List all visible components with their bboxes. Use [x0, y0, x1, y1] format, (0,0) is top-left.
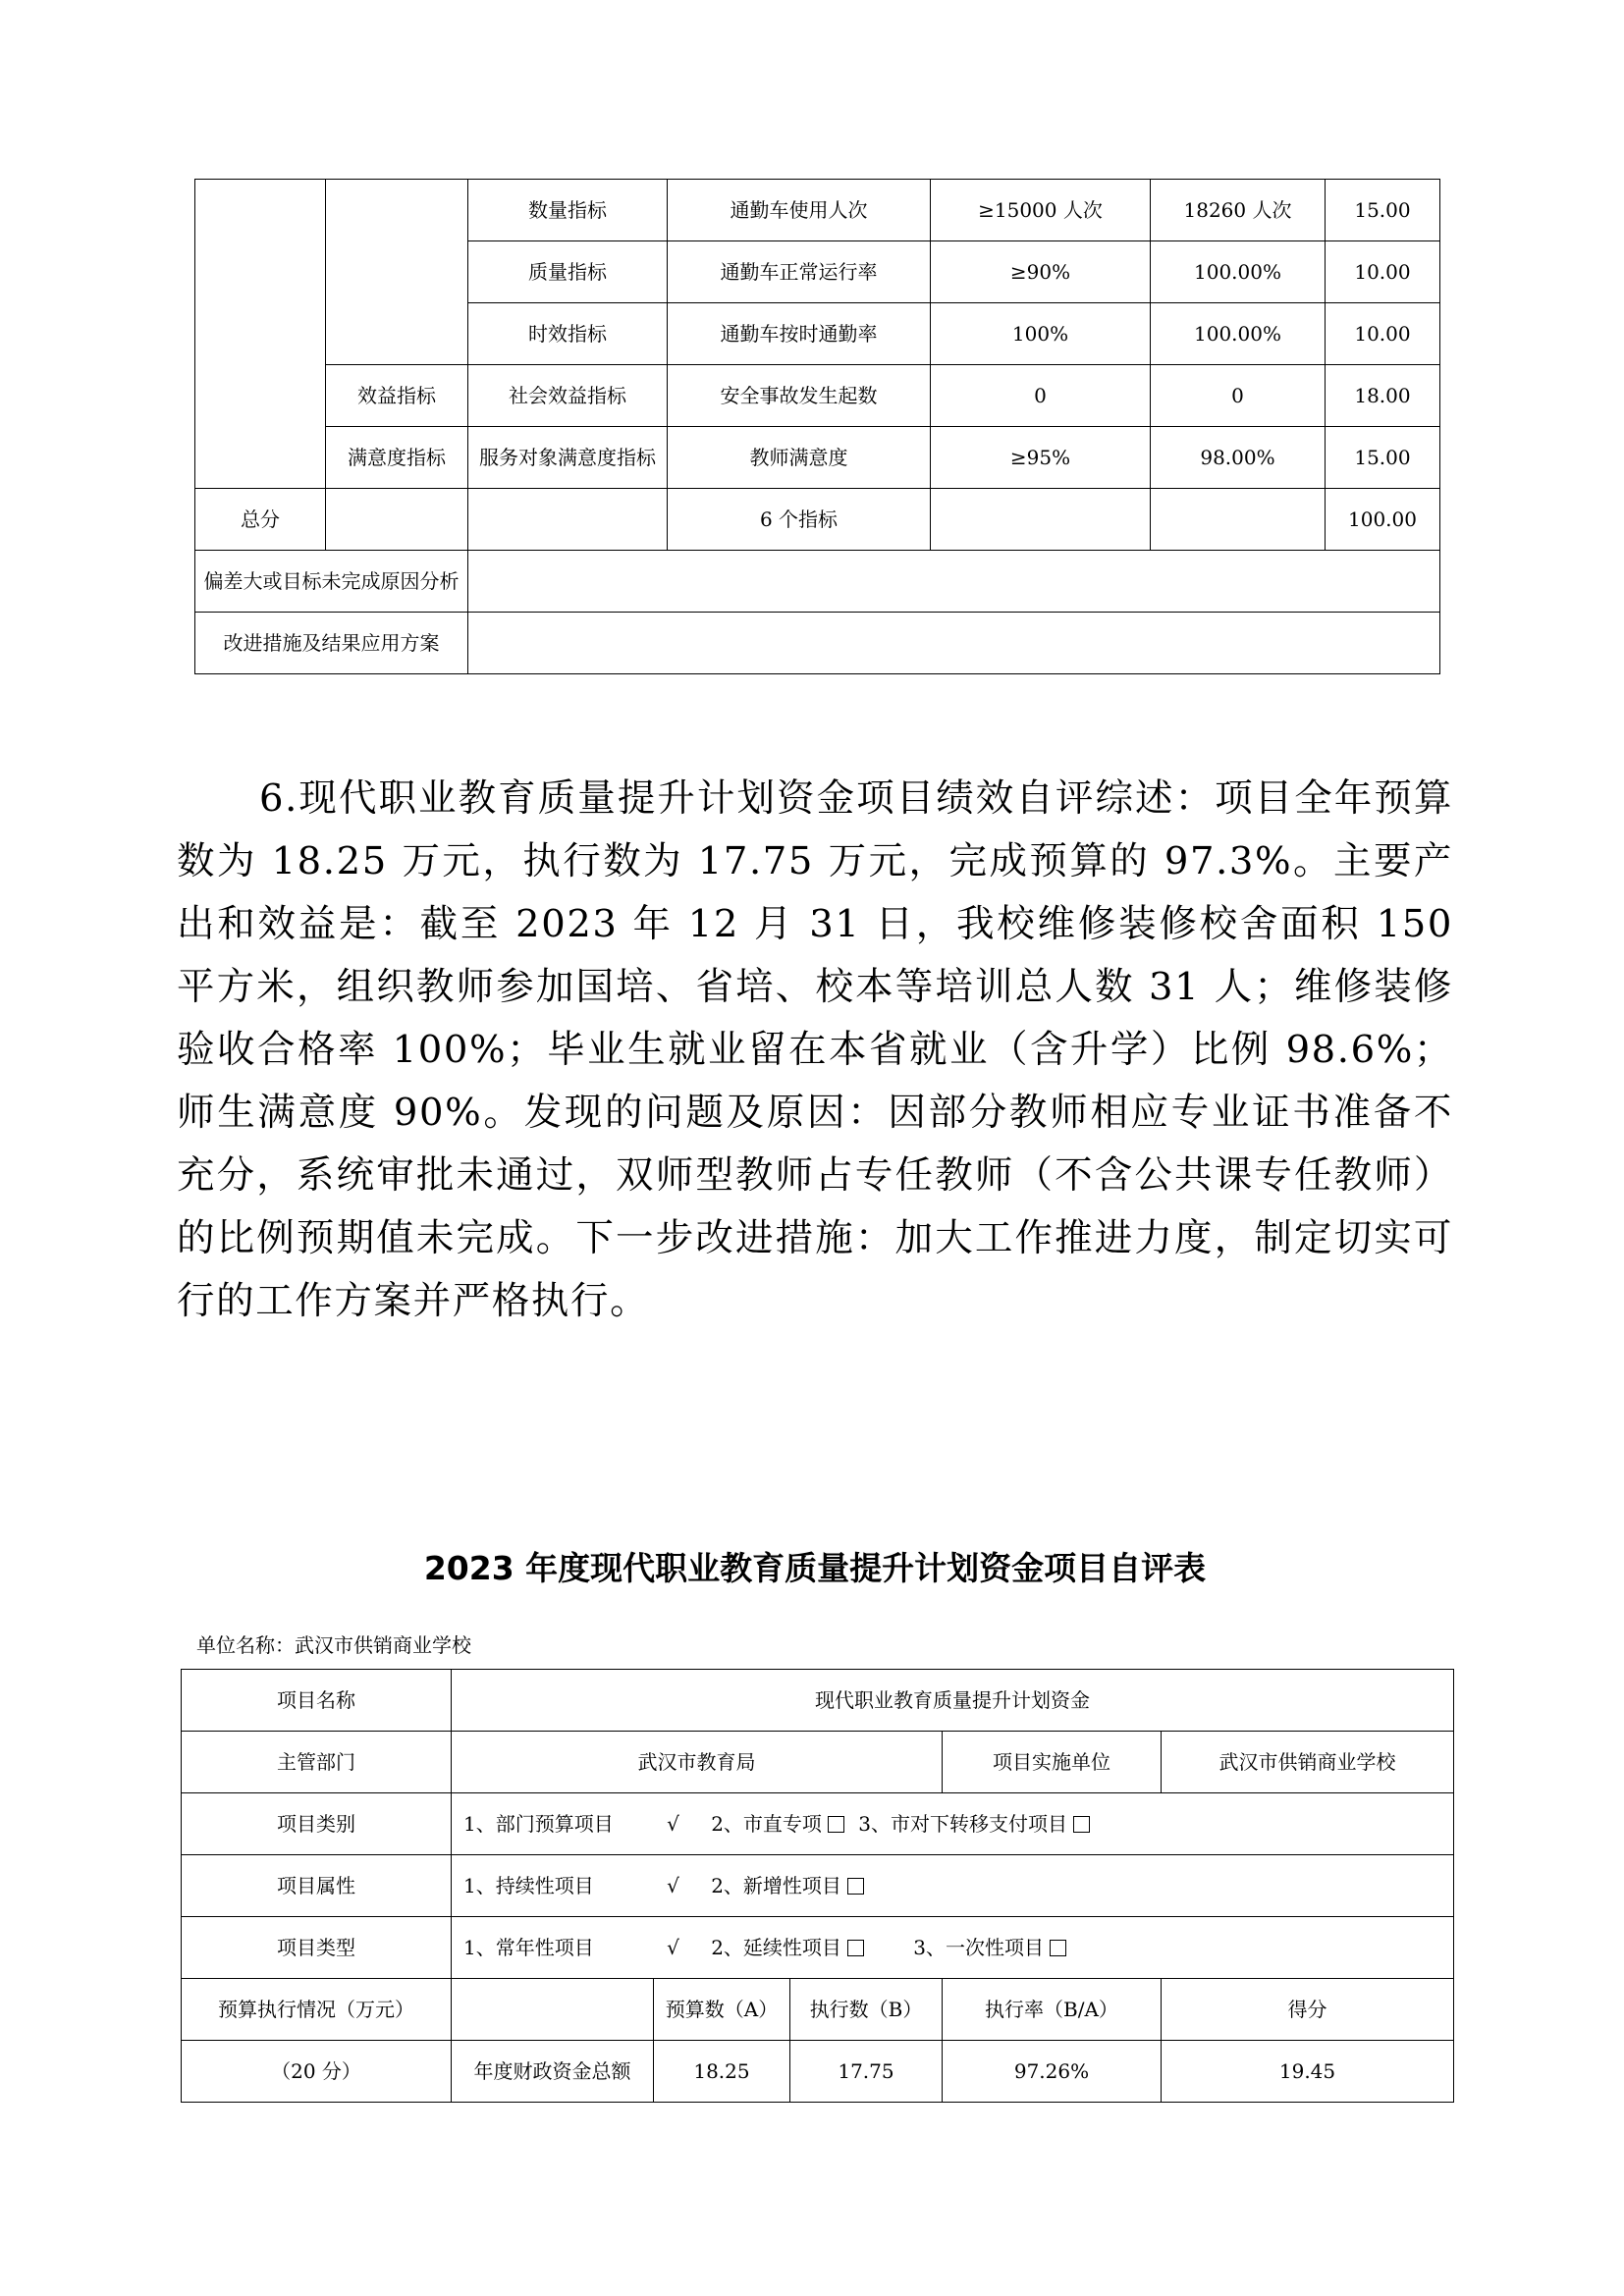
rate-value: 97.26%: [943, 2041, 1162, 2103]
type-option-2: 2、延续性项目: [711, 1935, 841, 1959]
table-row: [182, 1732, 1454, 1793]
table-row: [195, 365, 1440, 427]
type-label: 项目类型: [182, 1917, 452, 1979]
impl-value: 武汉市供销商业学校: [1162, 1732, 1454, 1793]
total-score: 100.00: [1326, 489, 1440, 551]
indicator-actual: 100.00%: [1151, 303, 1326, 365]
indicator-target: ≥90%: [931, 241, 1151, 303]
budget-value: 18.25: [654, 2041, 790, 2103]
check-mark-icon: √: [667, 1935, 679, 1959]
row-label: 年度财政资金总额: [452, 2041, 654, 2103]
col-score: 得分: [1162, 1979, 1454, 2041]
category-options: [452, 1793, 1454, 1855]
total-label: 总分: [195, 489, 326, 551]
exec-value: 17.75: [790, 2041, 943, 2103]
checkbox-icon: [1050, 1940, 1066, 1956]
indicator-score: 15.00: [1326, 427, 1440, 489]
performance-indicator-table: [194, 179, 1440, 674]
category-option-3: 3、市对下转移支付项目: [858, 1811, 1068, 1836]
reason-value: [468, 551, 1440, 613]
reason-label: 偏差大或目标未完成原因分析: [195, 551, 468, 613]
indicator-name: 通勤车按时通勤率: [668, 303, 931, 365]
attr-option-2: 2、新增性项目: [711, 1873, 841, 1897]
table-row: [182, 1670, 1454, 1732]
checkbox-icon: [828, 1816, 844, 1833]
indicator-level2: 数量指标: [468, 180, 668, 241]
self-evaluation-table: [181, 1669, 1454, 2103]
attr-option-1: 1、持续性项目: [463, 1873, 594, 1897]
table-row: [182, 1855, 1454, 1917]
budget-header-row: [182, 1979, 1454, 2041]
project-name-label: 项目名称: [182, 1670, 452, 1732]
impl-label: 项目实施单位: [943, 1732, 1162, 1793]
table-row: [182, 1917, 1454, 1979]
indicator-name: 通勤车正常运行率: [668, 241, 931, 303]
indicator-category-cell: [195, 180, 326, 489]
dept-value: 武汉市教育局: [452, 1732, 943, 1793]
indicator-level2: 时效指标: [468, 303, 668, 365]
indicator-actual: 100.00%: [1151, 241, 1326, 303]
indicator-name: 安全事故发生起数: [668, 365, 931, 427]
indicator-level1: 效益指标: [326, 365, 468, 427]
attr-options: [452, 1855, 1454, 1917]
total-row: [195, 489, 1440, 551]
project-name: 现代职业教育质量提升计划资金: [452, 1670, 1454, 1732]
indicator-level1: 满意度指标: [326, 427, 468, 489]
category-label: 项目类别: [182, 1793, 452, 1855]
type-options: [452, 1917, 1454, 1979]
table-row: [195, 427, 1440, 489]
dept-label: 主管部门: [182, 1732, 452, 1793]
improve-row: [195, 613, 1440, 674]
checkbox-icon: [1073, 1816, 1090, 1833]
total-indicator-count: 6 个指标: [668, 489, 931, 551]
summary-text: 6.现代职业教育质量提升计划资金项目绩效自评综述：项目全年预算数为 18.25 万元，执行数为 17.75 万元，完成预算的 97.3%。主要产出和效益是：截至 2023 年 12 月 31 日，我校维修装修校舍面积 150 平方米，组织教师参加国培、省培、校本等培训总人数 31 人；维修装修验收合格率 100%；毕业生就业留在本省就业（含升学）比例 98.6%；师生满意度 90%。发现的问题及原因：因部分教师相应专业证书准备不充分，系统审批未通过，双师型教师占专任教师（不含公共课专任教师）的比例预期值未完成。下一步改进措施：加大工作推进力度，制定切实可行的工作方案并严格执行。: [177, 776, 1453, 1323]
indicator-level1-cell: [326, 180, 468, 365]
indicator-target: ≥15000 人次: [931, 180, 1151, 241]
score-value: 19.45: [1162, 2041, 1454, 2103]
indicator-actual: 98.00%: [1151, 427, 1326, 489]
points-label: （20 分）: [182, 2041, 452, 2103]
col-budget: 预算数（A）: [654, 1979, 790, 2041]
indicator-target: 0: [931, 365, 1151, 427]
indicator-level2: 社会效益指标: [468, 365, 668, 427]
evaluation-table-title: 2023 年度现代职业教育质量提升计划资金项目自评表: [423, 1549, 1207, 1587]
table-row: [195, 180, 1440, 241]
type-option-1: 1、常年性项目: [463, 1935, 594, 1959]
indicator-score: 10.00: [1326, 303, 1440, 365]
type-option-3: 3、一次性项目: [913, 1935, 1045, 1959]
reason-row: [195, 551, 1440, 613]
indicator-name: 通勤车使用人次: [668, 180, 931, 241]
checkbox-icon: [847, 1940, 864, 1956]
indicator-score: 15.00: [1326, 180, 1440, 241]
category-option-1: 1、部门预算项目: [463, 1811, 614, 1836]
indicator-level2: 服务对象满意度指标: [468, 427, 668, 489]
category-option-2: 2、市直专项: [711, 1811, 822, 1836]
indicator-score: 10.00: [1326, 241, 1440, 303]
indicator-name: 教师满意度: [668, 427, 931, 489]
checkbox-icon: [847, 1878, 864, 1895]
table-row: [182, 1793, 1454, 1855]
col-exec: 执行数（B）: [790, 1979, 943, 2041]
col-rate: 执行率（B/A）: [943, 1979, 1162, 2041]
indicator-actual: 18260 人次: [1151, 180, 1326, 241]
improve-label: 改进措施及结果应用方案: [195, 613, 468, 674]
improve-value: [468, 613, 1440, 674]
check-mark-icon: √: [667, 1811, 679, 1836]
summary-paragraph: [177, 768, 1453, 1333]
budget-label: 预算执行情况（万元）: [182, 1979, 452, 2041]
indicator-score: 18.00: [1326, 365, 1440, 427]
check-mark-icon: √: [667, 1873, 679, 1897]
indicator-target: ≥95%: [931, 427, 1151, 489]
indicator-level2: 质量指标: [468, 241, 668, 303]
budget-row: [182, 2041, 1454, 2103]
indicator-actual: 0: [1151, 365, 1326, 427]
attr-label: 项目属性: [182, 1855, 452, 1917]
indicator-target: 100%: [931, 303, 1151, 365]
unit-name: 单位名称：武汉市供销商业学校: [196, 1633, 471, 1657]
